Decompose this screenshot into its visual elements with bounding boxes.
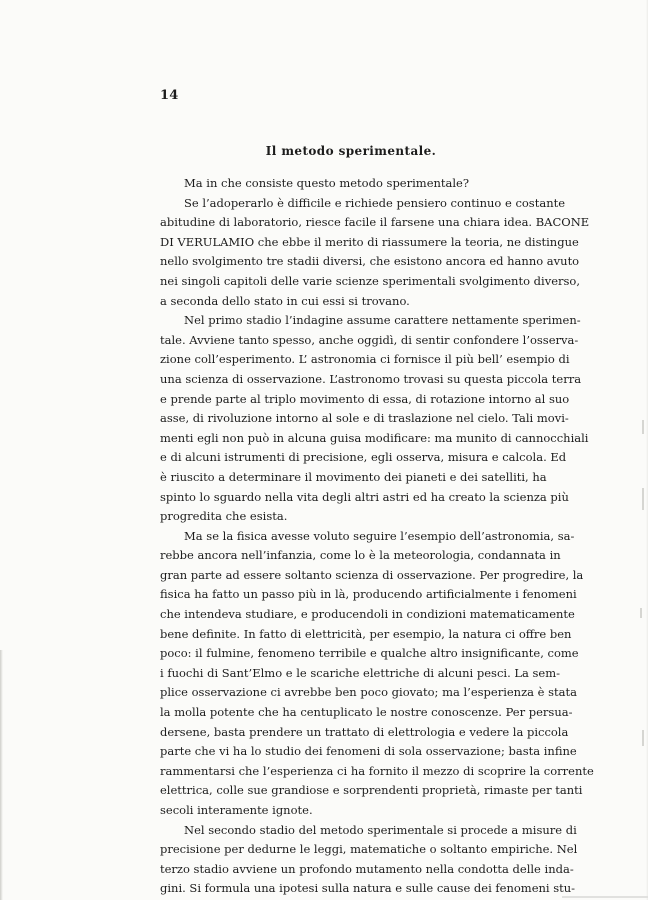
text-line: precisione per dedurne le leggi, matematiche o soltanto empiriche. Nel bbox=[160, 842, 578, 857]
text-line: rammentarsi che l’esperienza ci ha fornito il mezzo di scoprire la corrente bbox=[160, 763, 594, 778]
margin-mark bbox=[642, 730, 644, 746]
text-line: bene definite. In fatto di elettricità, per esempio, la natura ci offre ben bbox=[160, 626, 572, 641]
text-line: tale. Avviene tanto spesso, anche oggidì, di sentir confondere l’osserva- bbox=[160, 332, 579, 347]
page-edge-shadow-left bbox=[0, 650, 3, 900]
text-line: poco: il fulmine, fenomeno terribile e qualche altro insignificante, come bbox=[160, 646, 579, 661]
paragraph-3 bbox=[160, 311, 589, 527]
margin-mark bbox=[642, 420, 644, 434]
body-text bbox=[160, 174, 594, 899]
text-line: nello svolgimento tre stadii diversi, che esistono ancora ed hanno avuto bbox=[160, 254, 580, 269]
text-line: i fuochi di Sant’Elmo e le scariche elettriche di alcuni pesci. La sem- bbox=[160, 665, 561, 680]
text-line: Nel primo stadio l’indagine assume carattere nettamente sperimen- bbox=[184, 313, 581, 328]
text-line: e prende parte al triplo movimento di essa, di rotazione intorno al suo bbox=[160, 391, 570, 406]
paragraph-5 bbox=[160, 821, 578, 899]
text-line: è riuscito a determinare il movimento dei pianeti e dei satelliti, ha bbox=[160, 469, 547, 484]
text-line: Nel secondo stadio del metodo sperimentale si procede a misure di bbox=[184, 822, 577, 837]
page-number: 14 bbox=[160, 88, 179, 103]
text-line: asse, di rivoluzione intorno al sole e di traslazione nel cielo. Tali movi- bbox=[160, 411, 569, 426]
text-line: abitudine di laboratorio, riesce facile il farsene una chiara idea. BACONE bbox=[160, 215, 590, 230]
paragraph-2 bbox=[160, 194, 590, 312]
scan-edge-mark bbox=[562, 896, 648, 898]
text-line: che intendeva studiare, e producendoli in condizioni matematicamente bbox=[160, 607, 575, 622]
margin-mark bbox=[642, 488, 644, 510]
text-line: fisica ha fatto un passo più in là, producendo artificialmente i fenomeni bbox=[160, 587, 577, 602]
text-line: parte che vi ha lo studio dei fenomeni di sola osservazione; basta infine bbox=[160, 744, 577, 759]
paragraph-4 bbox=[160, 527, 594, 821]
text-line: secoli interamente ignote. bbox=[160, 803, 313, 817]
text-line: gran parte ad essere soltanto scienza di osservazione. Per progredire, la bbox=[160, 567, 584, 582]
text-line: terzo stadio avviene un profondo mutamento nella condotta delle inda- bbox=[160, 861, 574, 876]
text-line: a seconda dello stato in cui essi si trovano. bbox=[160, 293, 410, 308]
text-line: la molla potente che ha centuplicato le nostre conoscenze. Per persua- bbox=[160, 705, 573, 720]
text-line: Ma in che consiste questo metodo sperimentale? bbox=[184, 176, 470, 190]
text-line: elettrica, colle sue grandiose e sorprendenti proprietà, rimaste per tanti bbox=[160, 783, 583, 798]
text-line: progredita che esista. bbox=[160, 509, 288, 524]
text-line: Ma se la fisica avesse voluto seguire l’esempio dell’astronomia, sa- bbox=[184, 528, 575, 543]
text-line: una scienza di osservazione. L’astronomo trovasi su questa piccola terra bbox=[160, 371, 582, 386]
paragraph-1 bbox=[160, 174, 542, 194]
text-line: DI VERULAMIO che ebbe il merito di riassumere la teoria, ne distingue bbox=[160, 234, 579, 249]
text-line: menti egli non può in alcuna guisa modificare: ma munito di cannocchiali bbox=[160, 430, 589, 445]
text-line: nei singoli capitoli delle varie scienze sperimentali svolgimento diverso, bbox=[160, 273, 580, 288]
text-line: zione coll’esperimento. L’ astronomia ci fornisce il più bell’ esempio di bbox=[160, 352, 570, 367]
text-line: rebbe ancora nell’infanzia, come lo è la meteorologia, condannata in bbox=[160, 548, 561, 563]
text-line: plice osservazione ci avrebbe ben poco giovato; ma l’esperienza è stata bbox=[160, 685, 577, 700]
text-line: gini. Si formula una ipotesi sulla natura e sulle cause dei fenomeni stu- bbox=[160, 881, 576, 896]
text-line: Se l’adoperarlo è difficile e richiede pensiero continuo e costante bbox=[184, 195, 566, 210]
text-line: dersene, basta prendere un trattato di elettrologia e vedere la piccola bbox=[160, 724, 569, 739]
text-line: e di alcuni istrumenti di precisione, egli osserva, misura e calcola. Ed bbox=[160, 450, 567, 465]
text-line: spinto lo sguardo nella vita degli altri astri ed ha creato la scienza più bbox=[160, 489, 569, 504]
margin-mark bbox=[640, 608, 642, 618]
section-title: Il metodo sperimentale. bbox=[265, 143, 437, 159]
